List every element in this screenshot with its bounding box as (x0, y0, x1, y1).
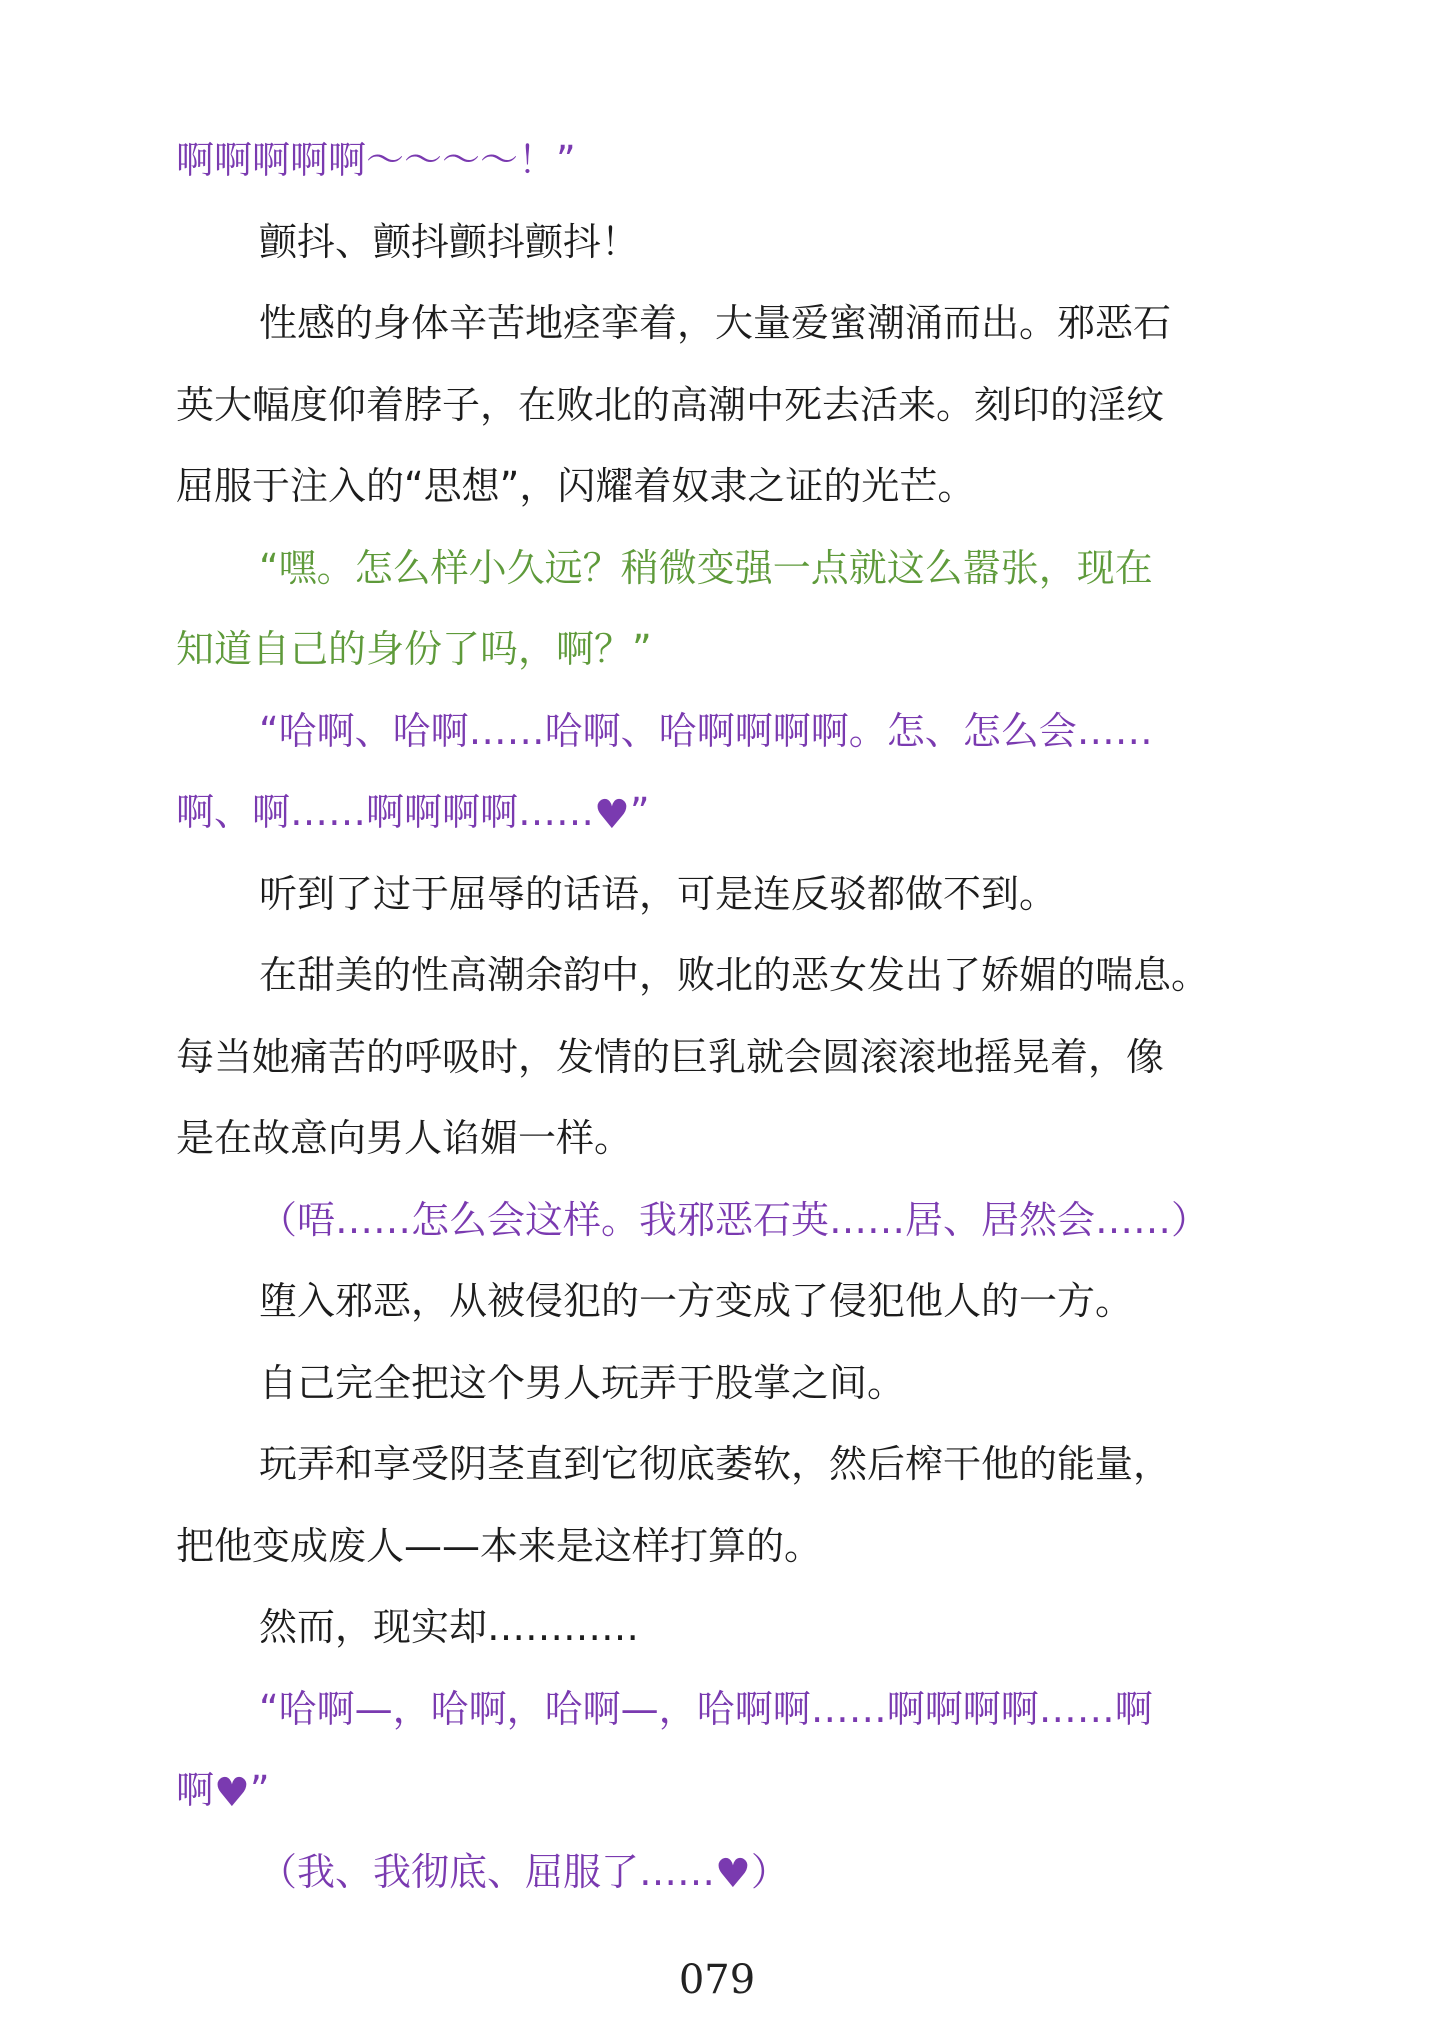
text-line: 在甜美的性高潮余韵中，败北的恶女发出了娇媚的喘息。 (259, 953, 1210, 997)
text-line: 然而，现实却………… (259, 1605, 640, 1649)
dialogue-line: “哈啊—，哈啊，哈啊—，哈啊啊……啊啊啊啊……啊 (259, 1686, 1153, 1731)
text-line: 每当她痛苦的呼吸时，发情的巨乳就会圆滚滚地摇晃着，像 (176, 1034, 1165, 1079)
body-text (176, 120, 1256, 1913)
page-number: 079 (678, 1957, 756, 2003)
text-line: 把他变成废人——本来是这样打算的。 (176, 1523, 823, 1568)
dialogue-line: “哈啊、哈啊……哈啊、哈啊啊啊啊。怎、怎么会…… (259, 708, 1153, 753)
thought-line: （我、我彻底、屈服了……♥） (259, 1849, 789, 1897)
dialogue-line: 啊、啊……啊啊啊啊……♥” (176, 790, 650, 838)
thought-line: （唔……怎么会这样。我邪恶石英……居、居然会……） (259, 1197, 1210, 1242)
text-line: 自己完全把这个男人玩弄于股掌之间。 (259, 1360, 906, 1405)
text-line: 颤抖、颤抖颤抖颤抖！ (259, 219, 640, 264)
text-line: 堕入邪恶，从被侵犯的一方变成了侵犯他人的一方。 (259, 1279, 1134, 1323)
dialogue-line: “嘿。怎么样小久远？稍微变强一点就这么嚣张，现在 (259, 545, 1153, 590)
dialogue-line: 啊♥” (176, 1768, 270, 1816)
heart-icon: ♥ (214, 1769, 250, 1816)
text-line: 玩弄和享受阴茎直到它彻底萎软，然后榨干他的能量， (259, 1442, 1172, 1486)
heart-icon: ♥ (715, 1851, 751, 1897)
text-line: 啊啊啊啊啊～～～～！” (176, 138, 576, 182)
text-line: 是在故意向男人谄媚一样。 (176, 1116, 633, 1160)
text-line: 听到了过于屈辱的话语，可是连反驳都做不到。 (259, 871, 1058, 916)
heart-icon: ♥ (594, 791, 630, 838)
text-line: 屈服于注入的“思想”，闪耀着奴隶之证的光芒。 (176, 464, 976, 508)
text-line: 性感的身体辛苦地痉挛着，大量爱蜜潮涌而出。邪恶石 (259, 301, 1172, 345)
text-line: 英大幅度仰着脖子，在败北的高潮中死去活来。刻印的淫纹 (176, 382, 1165, 427)
dialogue-line: 知道自己的身份了吗，啊？” (176, 627, 652, 671)
